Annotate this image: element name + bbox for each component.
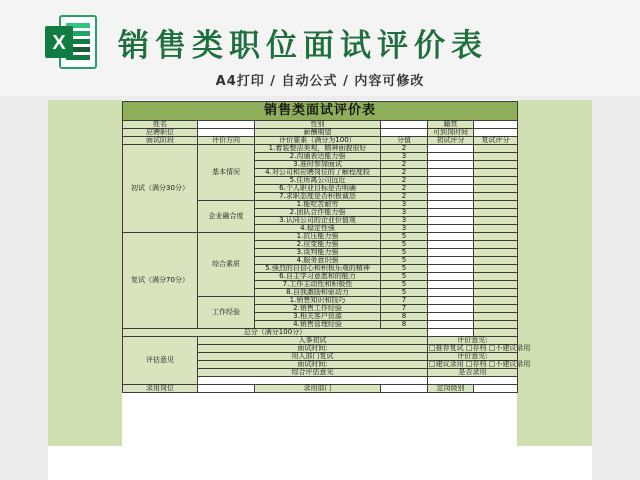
not-recommend-checkbox[interactable]: □不建议录用 [488,344,531,352]
hire-dept-field[interactable] [381,385,428,393]
first-score-cell[interactable] [428,217,474,225]
score: 2 [381,145,428,153]
left-margin-band [48,100,122,446]
direction-experience: 工作经验 [198,297,255,329]
page-title: 销售类职位面试评价表 [118,28,488,64]
first-score-cell[interactable] [428,305,474,313]
first-score-cell[interactable] [428,169,474,177]
right-margin-band [517,100,592,446]
not-recommend-checkbox[interactable]: □不建议录用 [488,360,531,368]
gender-field[interactable] [381,121,428,129]
label-position: 应聘职位 [123,129,198,137]
retest-score-cell[interactable] [474,209,518,217]
retest-score-cell[interactable] [474,321,518,329]
score: 2 [381,193,428,201]
score: 2 [381,185,428,193]
score: 5 [381,241,428,249]
retest-score-cell[interactable] [474,177,518,185]
hire-level-field[interactable] [474,385,518,393]
retest-score-cell[interactable] [474,185,518,193]
first-score-cell[interactable] [428,273,474,281]
hire-position-field[interactable] [198,385,255,393]
item: 1.抗压能力强 [255,233,381,241]
item: 6.个人职业目标是否明确 [255,185,381,193]
hr-first-label: 人事初试 [198,337,428,345]
item: 4.服务意识强 [255,257,381,265]
col-direction: 评价方向 [198,137,255,145]
hr-opinion-label: 评价意见: [428,337,518,345]
item: 1.能吃苦耐劳 [255,201,381,209]
col-item: 评价要素（满分为100） [255,137,381,145]
hire-level-label: 定岗级别 [428,385,474,393]
retest-score-cell[interactable] [474,145,518,153]
retest-score-cell[interactable] [474,313,518,321]
score: 5 [381,233,428,241]
item: 3.准时参加面试 [255,161,381,169]
item: 6.自主学习意愿和的能力 [255,273,381,281]
retest-score-cell[interactable] [474,201,518,209]
first-score-cell[interactable] [428,193,474,201]
suggest-hire-checkbox[interactable]: □建议录用 [429,360,464,368]
score: 7 [381,297,428,305]
retest-score-cell[interactable] [474,257,518,265]
name-field[interactable] [198,121,255,129]
retest-score-cell[interactable] [474,241,518,249]
score: 3 [381,153,428,161]
retest-score-cell[interactable] [474,217,518,225]
item: 7.求职态度是否积极诚恳 [255,193,381,201]
score: 5 [381,265,428,273]
origin-field[interactable] [474,121,518,129]
first-score-cell[interactable] [428,281,474,289]
score: 8 [381,313,428,321]
item: 1.着装整洁美观，精神面貌很好 [255,145,381,153]
score: 7 [381,305,428,313]
retest-score-cell[interactable] [474,161,518,169]
recommend-retest-checkbox[interactable]: □推荐复试 [429,344,464,352]
item: 5.强烈的自信心和积极乐观的精神 [255,265,381,273]
first-score-cell[interactable] [428,249,474,257]
label-name: 姓名 [123,121,198,129]
direction-quality: 综合素质 [198,233,255,297]
interview-form [122,101,531,393]
score: 2 [381,161,428,169]
col-retest: 复试评分 [474,137,518,145]
hire-question-label: 是否录用 [428,369,518,377]
score: 5 [381,281,428,289]
label-origin: 籍贯 [428,121,474,129]
eval-label: 评估意见 [123,337,198,385]
item: 4.销售管理经验 [255,321,381,329]
time2-label: 面试时间: [198,361,428,369]
first-score-cell[interactable] [428,153,474,161]
first-score-cell[interactable] [428,145,474,153]
archive-checkbox[interactable]: □存档 [465,344,487,352]
first-score-cell[interactable] [428,289,474,297]
excel-icon [44,14,98,70]
item: 3.相关客户资源 [255,313,381,321]
retest-score-cell[interactable] [474,273,518,281]
stage-first: 初试（满分30分） [123,145,198,233]
score: 5 [381,257,428,265]
col-score: 分值 [381,137,428,145]
label-gender: 性别 [255,121,381,129]
score: 5 [381,273,428,281]
page-subtitle: A4打印 / 自动公式 / 内容可修改 [215,74,425,89]
stage-retest: 复试（满分70分） [123,233,198,329]
item: 4.稳定性强 [255,225,381,233]
item: 7.工作主动性和积极性 [255,281,381,289]
first-score-cell[interactable] [428,177,474,185]
retest-score-cell[interactable] [474,153,518,161]
retest-score-cell[interactable] [474,289,518,297]
first-score-cell[interactable] [428,161,474,169]
score: 5 [381,289,428,297]
score: 3 [381,209,428,217]
overall-label: 综合评估意见 [198,369,428,377]
first-score-cell[interactable] [428,201,474,209]
first-score-cell[interactable] [428,241,474,249]
hire-dept-label: 录用部门 [255,385,381,393]
first-score-cell[interactable] [428,225,474,233]
retest-score-cell[interactable] [474,297,518,305]
item: 2.团队合作能力强 [255,209,381,217]
item: 2.沟通表达能力强 [255,153,381,161]
score: 3 [381,201,428,209]
hire-position-label: 录用岗位 [123,385,198,393]
page-header [0,0,640,96]
item: 2.应变能力强 [255,241,381,249]
item: 4.对公司和应聘岗位的了解程度较 [255,169,381,177]
first-score-cell[interactable] [428,265,474,273]
score: 3 [381,225,428,233]
dept-opinion-label: 评价意见: [428,353,518,361]
item: 3.谈判能力强 [255,249,381,257]
score: 2 [381,177,428,185]
item: 2.销售工作经验 [255,305,381,313]
retest-score-cell[interactable] [474,265,518,273]
label-salary: 薪酬期望 [255,129,381,137]
dept-retest-label: 用人部门复试 [198,353,428,361]
retest-score-cell[interactable] [474,169,518,177]
retest-score-cell[interactable] [474,249,518,257]
direction-fit: 企业融合度 [198,201,255,233]
score: 3 [381,217,428,225]
total-label: 总分（满分100分） [123,329,428,337]
first-score-cell[interactable] [428,257,474,265]
item: 5.住所离公司远近 [255,177,381,185]
label-start-date: 可到岗时间 [428,129,474,137]
item: 8.自我激励和驱动力 [255,289,381,297]
svg-text:X: X [52,32,66,54]
retest-score-cell[interactable] [474,281,518,289]
score: 2 [381,169,428,177]
retest-score-cell[interactable] [474,225,518,233]
score: 8 [381,321,428,329]
archive-checkbox[interactable]: □存档 [465,360,487,368]
time1-label: 面试时间: [198,345,428,353]
first-score-cell[interactable] [428,321,474,329]
first-score-cell[interactable] [428,233,474,241]
col-stage: 面试阶段 [123,137,198,145]
form-title: 销售类面试评价表 [123,102,518,121]
first-score-cell[interactable] [428,297,474,305]
retest-score-cell[interactable] [474,305,518,313]
col-first: 初试评分 [428,137,474,145]
retest-score-cell[interactable] [474,233,518,241]
first-score-cell[interactable] [428,313,474,321]
retest-score-cell[interactable] [474,193,518,201]
item: 3.认同公司的企业价值观 [255,217,381,225]
first-score-cell[interactable] [428,185,474,193]
first-score-cell[interactable] [428,209,474,217]
score: 5 [381,249,428,257]
direction-basic: 基本情况 [198,145,255,201]
item: 1.销售知识和技巧 [255,297,381,305]
